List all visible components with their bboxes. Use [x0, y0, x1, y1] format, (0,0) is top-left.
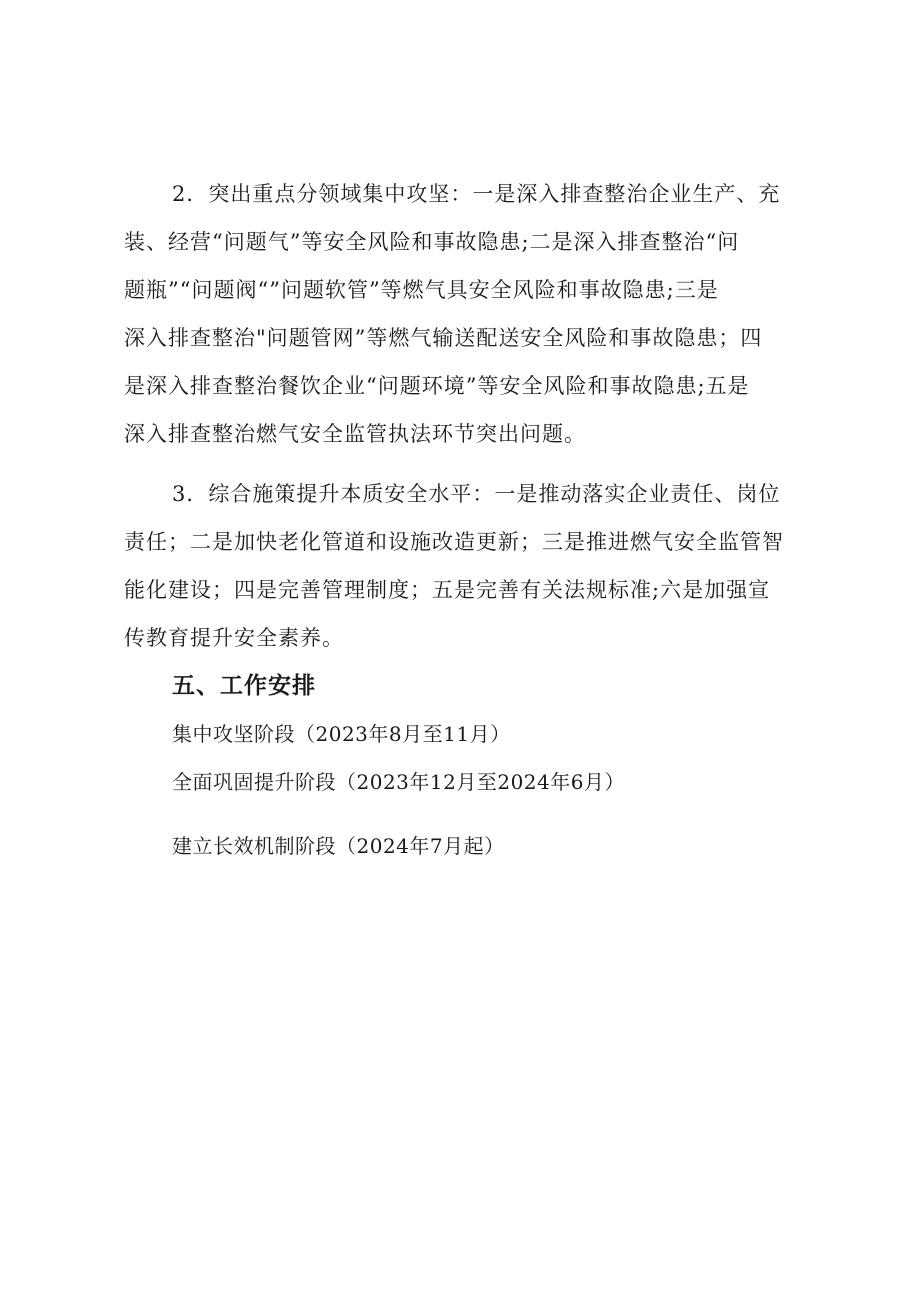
- paragraph-line: 装、经营“问题气”等安全风险和事故隐患;二是深入排查整治“问: [124, 230, 740, 254]
- paragraph-line: 2．突出重点分领域集中攻坚：一是深入排查整治企业生产、充: [172, 182, 781, 206]
- paragraph-line: 深入排查整治燃气安全监管执法环节突出问题。: [124, 422, 586, 446]
- paragraph-key-areas: [124, 170, 812, 458]
- section-heading: 五、工作安排: [172, 673, 316, 699]
- paragraph-line: 能化建设；四是完善管理制度；五是完善有关法规标准;六是加强宣: [124, 578, 771, 602]
- stage-item-long-term: 建立长效机制阶段（2024年7月起）: [172, 834, 505, 858]
- paragraph-line: 3．综合施策提升本质安全水平：一是推动落实企业责任、岗位: [172, 482, 781, 506]
- stage-item-concentrated: 集中攻坚阶段（2023年8月至11月）: [172, 722, 511, 746]
- paragraph-line: 传教育提升安全素养。: [124, 626, 344, 650]
- paragraph-line: 深入排查整治"问题管网”等燃气输送配送安全风险和事故隐患；四: [124, 326, 763, 350]
- paragraph-line: 是深入排查整治餐饮企业“问题环境”等安全风险和事故隐患;五是: [124, 374, 750, 398]
- paragraph-line: 题瓶”“问题阀“”问题软管”等燃气具安全风险和事故隐患;三是: [124, 278, 719, 302]
- paragraph-comprehensive-measures: [124, 470, 812, 662]
- stage-item-consolidation: 全面巩固提升阶段（2023年12月至2024年6月）: [172, 770, 625, 794]
- paragraph-line: 责任；二是加快老化管道和设施改造更新；三是推进燃气安全监管智: [124, 530, 784, 554]
